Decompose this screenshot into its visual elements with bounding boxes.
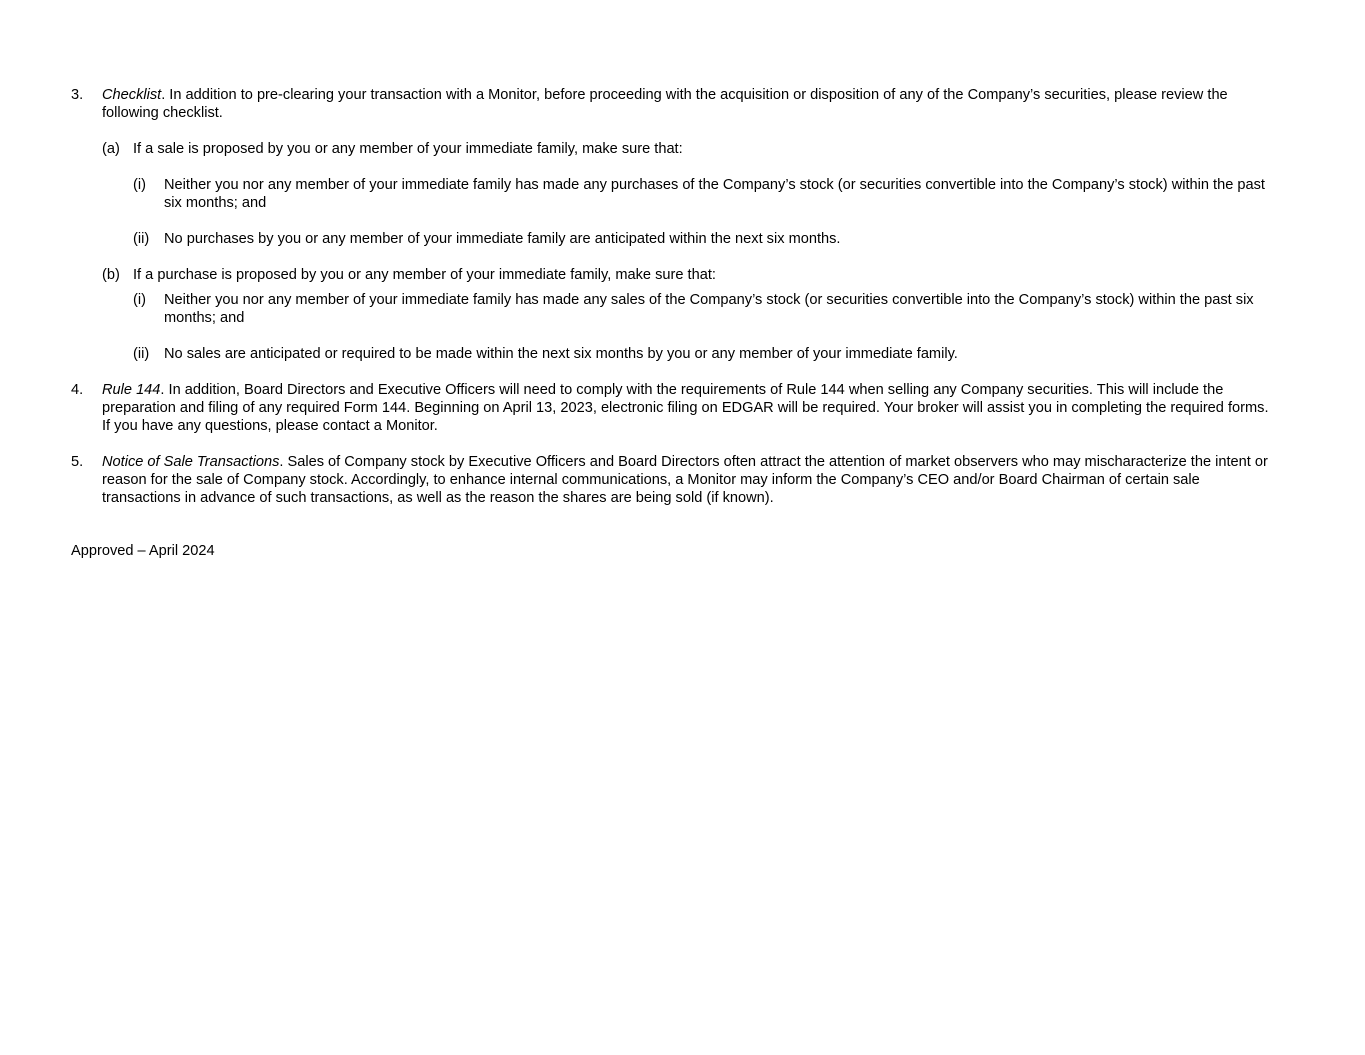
subsection-b-point-i: [133, 291, 1271, 327]
point-label: (ii): [133, 231, 150, 247]
point-text: Neither you nor any member of your immediate family has made any sales of the Company’s stock (or securities convertible into the Company’s stock) within the past six months; and: [164, 292, 1254, 326]
subsection-text: If a sale is proposed by you or any member of your immediate family, make sure that:: [133, 141, 683, 157]
subsection-b-point-ii: [133, 345, 1271, 363]
point-text: No purchases by you or any member of your immediate family are anticipated within the next six months.: [164, 231, 841, 247]
section-5: [71, 453, 1271, 507]
section-heading: Checklist: [102, 87, 162, 103]
subsection-label: (b): [102, 267, 120, 283]
approval-footer: Approved – April 2024: [71, 543, 215, 559]
section-text: . In addition, Board Directors and Executive Officers will need to comply with the requirements of Rule 144 when selling any Company securities. This will include the preparation and filing of any required Form 144. Beginning on April 13, 2023, electronic filing on EDGAR will be required. Your broker will assist you in completing the required forms. If you have any questions, please contact a Monitor.: [102, 382, 1269, 434]
section-paragraph: [102, 453, 1271, 507]
section-text: . Sales of Company stock by Executive Officers and Board Directors often attract the attention of market observers who may mischaracterize the intent or reason for the sale of Company stock. Accordingly, to enhance internal communications, a Monitor may inform the Company’s CEO and/or Board Chairman of certain sale transactions in advance of such transactions, as well as the reason the shares are being sold (if known).: [102, 454, 1268, 506]
subsection-b: [102, 266, 1271, 284]
point-label: (i): [133, 292, 146, 308]
point-label: (i): [133, 177, 146, 193]
point-label: (ii): [133, 346, 150, 362]
section-heading: Notice of Sale Transactions: [102, 454, 280, 470]
subsection-a-point-ii: [133, 230, 1271, 248]
subsection-a: [102, 140, 1271, 158]
section-4: [71, 381, 1271, 435]
section-paragraph: [102, 86, 1271, 122]
section-number: 4.: [71, 382, 84, 398]
section-3: [71, 86, 1271, 122]
section-number: 3.: [71, 87, 84, 103]
subsection-a-point-i: [133, 176, 1271, 212]
point-text: No sales are anticipated or required to be made within the next six months by you or any member of your immediate family.: [164, 346, 958, 362]
section-paragraph: [102, 381, 1271, 435]
point-text: Neither you nor any member of your immediate family has made any purchases of the Company’s stock (or securities convertible into the Company’s stock) within the past six months; and: [164, 177, 1265, 211]
section-number: 5.: [71, 454, 84, 470]
document-page: [71, 86, 1271, 507]
subsection-label: (a): [102, 141, 120, 157]
section-text: . In addition to pre-clearing your transaction with a Monitor, before proceeding with the acquisition or disposition of any of the Company’s securities, please review the following checklist.: [102, 87, 1228, 121]
section-heading: Rule 144: [102, 382, 161, 398]
subsection-text: If a purchase is proposed by you or any member of your immediate family, make sure that:: [133, 267, 716, 283]
